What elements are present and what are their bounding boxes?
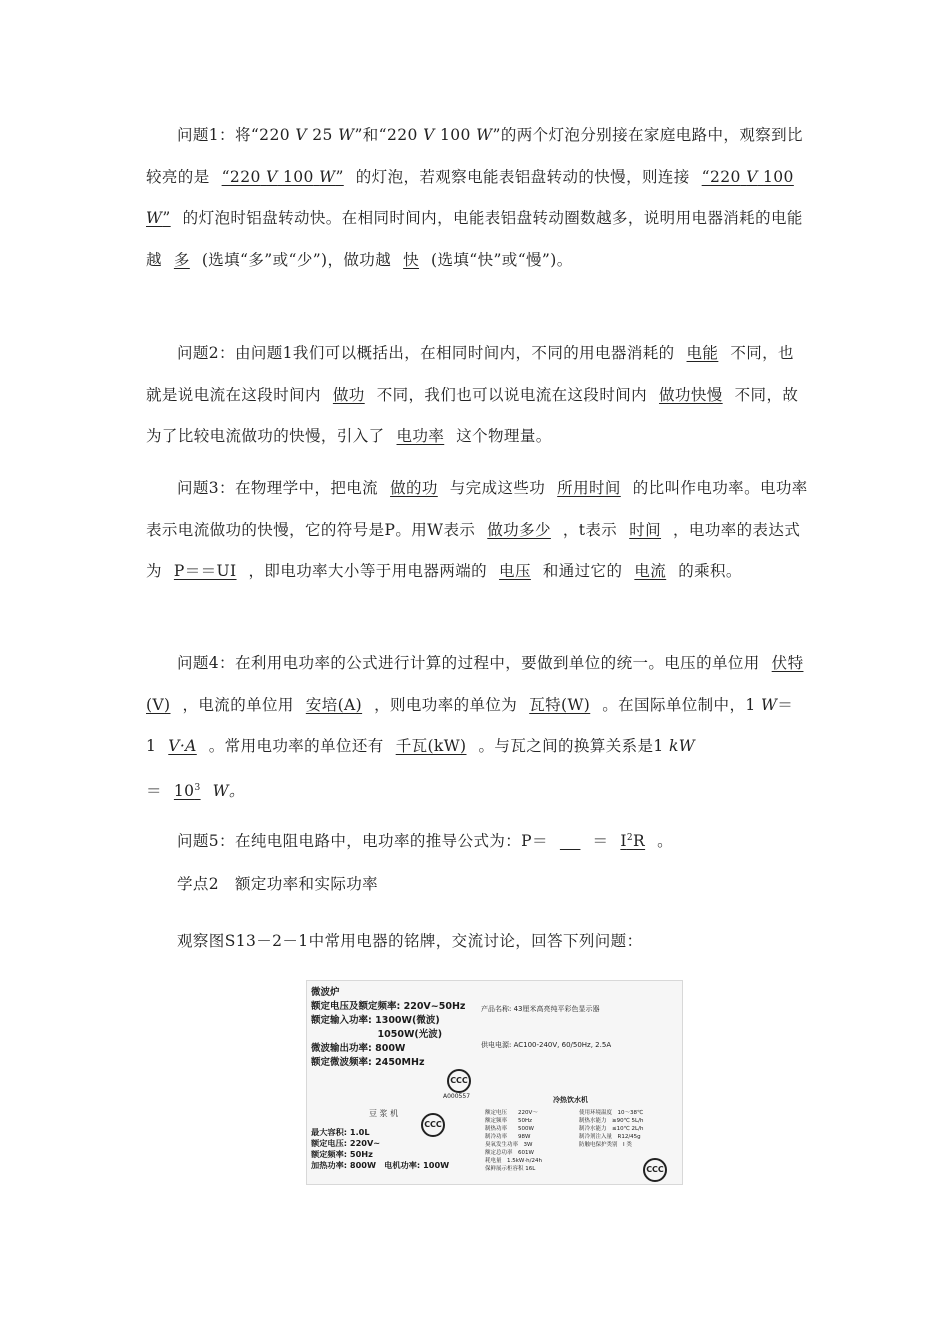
answer-blank: 多: [173, 250, 190, 269]
answer-blank: 做功: [332, 385, 365, 404]
answer-blank-empty: [548, 832, 593, 850]
soymilk-title: 豆 浆 机: [369, 1109, 399, 1118]
answer-blank: $I^2R$: [620, 832, 646, 851]
answer-blank: V·A: [168, 737, 197, 755]
answer-blank: 伏特(V): [146, 654, 804, 714]
answer-blank: 做功多少: [487, 520, 551, 539]
dispenser-nameplate-left: 额定电压 220V～ 额定频率 50Hz 制热功率 500W 制冷功率 98W 臭氧发生功率 3W 额定总功率 601W 耗电量 1.5kW·h/24h 保鲜展示柜容积 16L: [485, 1110, 542, 1172]
question-4: 问题4：在利用电功率的公式进行计算的过程中，要做到单位的统一。电压的单位用 伏特(V) ，电流的单位用 安培(A) ，则电功率的单位为 瓦特(W) 。在国际单位制中，1 W＝1 V·A 。常用电功率的单位还有 千瓦(kW) 。与瓦之间的换算关系是1 kW ＝ $10^3$ W。: [146, 654, 804, 800]
ccc-mark-2: CCC: [421, 1113, 445, 1137]
section-heading: 学点2 额定功率和实际功率: [177, 875, 379, 893]
answer-blank: 做的功: [390, 479, 438, 497]
question-2: 问题2：由问题1我们可以概括出，在相同时间内，不同的用电器消耗的 电能 不同，也就是说电流在这段时间内 做功 不同，我们也可以说电流在这段时间内 做功快慢 不同，故为了比较电流做功的快慢，引入了 电功率 这个物理量。: [146, 344, 799, 445]
question-3: 问题3：在物理学中，把电流 做的功 与完成这些功 所用时间 的比叫作电功率。电功率表示电流做功的快慢，它的符号是P。用W表示 做功多少 ，t表示 时间 ，电功率的表达式为 P＝＝UI ，即电功率大小等于用电器两端的 电压 和通过它的 电流 的乘积。: [146, 479, 808, 580]
answer-blank: 做功快慢: [659, 385, 723, 404]
answer-blank: 电压: [499, 562, 531, 580]
monitor-nameplate: 产品名称: 43厘米高亮纯平彩色显示器 供电电源: AC100-240V, 60/50Hz, 2.5A: [481, 1005, 612, 1049]
answer-blank: 时间: [629, 520, 662, 539]
question-1: 问题1：将“220 V 25 W”和“220 V 100 W”的两个灯泡分别接在家庭电路中，观察到比较亮的是 “220 V 100 W” 的灯泡，若观察电能表铝盘转动的快慢，则连接 “220 V 100 W” 的灯泡时铝盘转动快。在相同时间内，电能表铝盘转动圈数越多，说明用电器消耗的电能越 多 (选填“多”或“少”)，做功越 快 (选填“快”或“慢”)。: [146, 126, 803, 269]
answer-blank: 电能: [686, 344, 719, 362]
answer-blank: “220 V 100 W”: [221, 167, 344, 186]
answer-blank: 电功率: [396, 427, 445, 445]
dispenser-title: 冷热饮水机: [553, 1096, 588, 1104]
microwave-code: A000557: [443, 1093, 471, 1100]
ccc-mark-3: CCC: [643, 1158, 667, 1182]
answer-blank: “220 V 100 W”: [146, 167, 794, 227]
answer-blank: 所用时间: [557, 479, 621, 497]
answer-blank: 瓦特(W): [529, 695, 591, 714]
answer-blank: 快: [403, 250, 420, 269]
question-5: 问题5：在纯电阻电路中，电功率的推导公式为：P＝ ＝ $I^2R$ 。: [177, 832, 673, 851]
answer-blank: 安培(A): [305, 695, 363, 714]
answer-blank: 电流: [634, 562, 667, 580]
observe-instruction: 观察图S13－2－1中常用电器的铭牌，交流讨论，回答下列问题：: [177, 932, 643, 950]
dispenser-nameplate-right: 使用环境温度 10～38℃ 制热水能力 ≥90℃ 5L/h 制冷水能力 ≤10℃ 2L/h 制冷剂注入量 R12/45g 防触电保护类别 Ⅰ 类: [579, 1110, 644, 1148]
nameplate-figure: [306, 980, 683, 1185]
soymilk-nameplate: 最大容积: 1.0L 额定电压: 220V~ 额定频率: 50Hz 加热功率: 800W 电机功率: 100W: [311, 1127, 450, 1170]
microwave-nameplate: 微波炉 额定电压及额定频率: 220V~50Hz 额定输入功率: 1300W(微波) 1050W(光波) 微波输出功率: 800W 额定微波频率: 2450MHz: [311, 987, 466, 1068]
answer-blank: $10^3$: [173, 781, 201, 800]
ccc-mark-1: CCC: [447, 1069, 471, 1093]
answer-blank: 千瓦(kW): [395, 737, 467, 755]
answer-blank: P＝＝UI: [173, 562, 237, 580]
